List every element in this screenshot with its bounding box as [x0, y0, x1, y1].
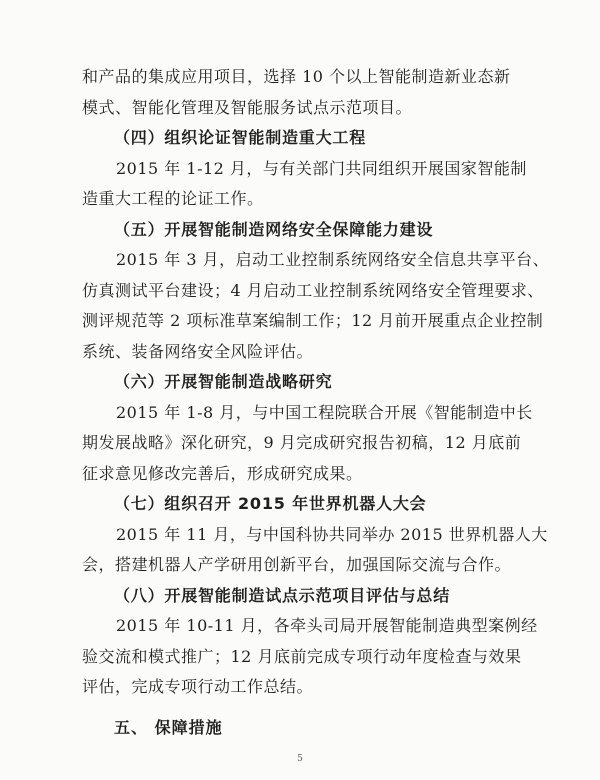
body-line: 征求意见修改完善后，形成研究成果。 [82, 463, 363, 483]
page-number: 5 [297, 754, 303, 764]
body-line: 期发展战略》深化研究，9 月完成研究报告初稿，12 月底前 [82, 433, 522, 452]
body-line: 造重大工程的论证工作。 [82, 189, 264, 208]
document-body [82, 62, 550, 743]
body-line: 评估，完成专项行动工作总结。 [82, 677, 314, 696]
body-line: 测评规范等 2 项标准草案编制工作；12 月前开展重点企业控制 [82, 311, 544, 330]
paragraph-start: 2015 年 1-12 月，与有关部门共同组织开展国家智能制 [116, 158, 527, 178]
body-line: 系统、装备网络安全风险评估。 [82, 341, 314, 361]
paragraph-start: 2015 年 3 月，启动工业控制系统网络安全信息共享平台、 [116, 250, 550, 269]
body-line: 仿真测试平台建设；4 月启动工业控制系统网络安全管理要求、 [82, 280, 544, 300]
body-line: 和产品的集成应用项目，选择 10 个以上智能制造新业态新 [82, 67, 511, 86]
subsection-heading: （八）开展智能制造试点示范项目评估与总结 [114, 585, 451, 605]
section-heading: 五、 保障措施 [114, 717, 223, 737]
subsection-heading: （六）开展智能制造战略研究 [114, 372, 333, 391]
paragraph-start: 2015 年 10-11 月，各牵头司局开展智能制造典型案例经 [116, 616, 538, 635]
paragraph-start: 2015 年 11 月，与中国科协共同举办 2015 世界机器人大 [116, 524, 548, 544]
body-line: 模式、智能化管理及智能服务试点示范项目。 [82, 97, 413, 117]
subsection-heading: （五）开展智能制造网络安全保障能力建设 [114, 219, 434, 239]
paragraph-start: 2015 年 1-8 月，与中国工程院联合开展《智能制造中长 [116, 402, 533, 422]
body-line: 会，搭建机器人产学研用创新平台，加强国际交流与合作。 [82, 555, 512, 574]
body-line: 验交流和模式推广；12 月底前完成专项行动年度检查与效果 [82, 646, 522, 666]
subsection-heading: （四）组织论证智能制造重大工程 [114, 128, 367, 147]
subsection-heading: （七）组织召开 2015 年世界机器人大会 [114, 494, 427, 513]
